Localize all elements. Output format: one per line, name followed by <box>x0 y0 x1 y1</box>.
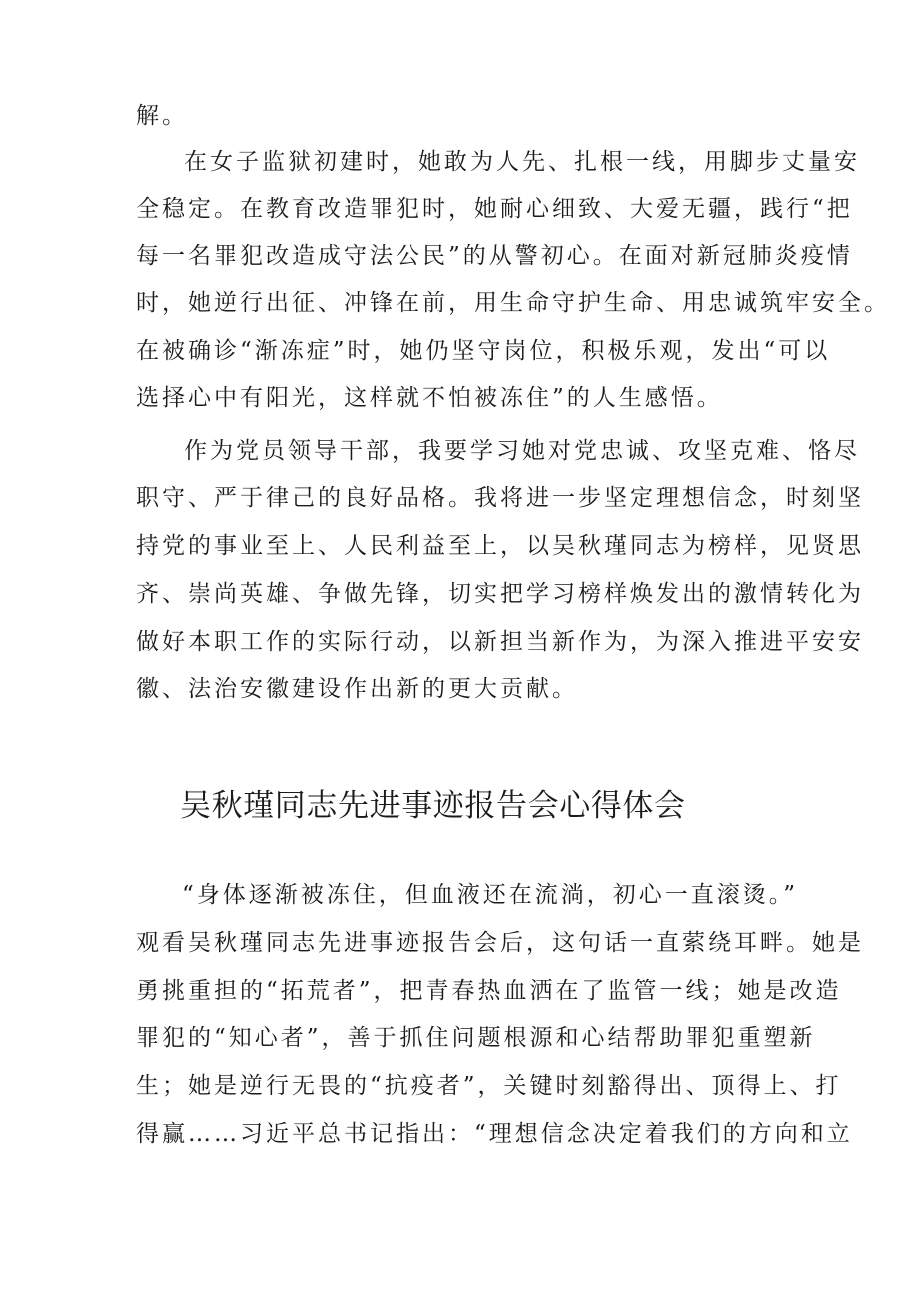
paragraph-line: 作为党员领导干部，我要学习她对党忠诚、攻坚克难、恪尽 <box>184 438 860 464</box>
paragraph-line: 职守、严于律己的良好品格。我将进一步坚定理想信念，时刻坚 <box>136 485 864 511</box>
paragraph-line: 解。 <box>136 103 188 129</box>
paragraph-line: 在被确诊“渐冻症”时，她仍坚守岗位，积极乐观，发出“可以 <box>136 338 831 364</box>
paragraph-line: 勇挑重担的“拓荒者”，把青春热血洒在了监管一线；她是改造 <box>136 978 842 1004</box>
paragraph-line: 每一名罪犯改造成守法公民”的从警初心。在面对新冠肺炎疫情 <box>136 243 853 269</box>
page-title: 吴秋瑾同志先进事迹报告会心得体会 <box>180 788 686 824</box>
paragraph-line: 观看吴秋瑾同志先进事迹报告会后，这句话一直萦绕耳畔。她是 <box>136 930 864 956</box>
paragraph-line: 齐、崇尚英雄、争做先锋，切实把学习榜样焕发出的激情转化为 <box>136 581 864 607</box>
paragraph-line: 时，她逆行出征、冲锋在前，用生命守护生命、用忠诚筑牢安全。 <box>136 290 890 316</box>
paragraph-line: 全稳定。在教育改造罪犯时，她耐心细致、大爱无疆，践行“把 <box>136 196 853 222</box>
paragraph-line: 徽、法治安徽建设作出新的更大贡献。 <box>136 676 578 702</box>
paragraph-line: 罪犯的“知心者”，善于抓住问题根源和心结帮助罪犯重塑新 <box>136 1025 816 1051</box>
paragraph-line: 选择心中有阳光，这样就不怕被冻住”的人生感悟。 <box>136 385 723 411</box>
paragraph-line: “身体逐渐被冻住，但血液还在流淌，初心一直滚烫。” <box>182 882 799 908</box>
paragraph-line: 持党的事业至上、人民利益至上，以吴秋瑾同志为榜样，见贤思 <box>136 533 864 559</box>
paragraph-line: 得赢……习近平总书记指出：“理想信念决定着我们的方向和立 <box>136 1121 853 1147</box>
paragraph-line: 在女子监狱初建时，她敢为人先、扎根一线，用脚步丈量安 <box>184 149 860 175</box>
paragraph-line: 生；她是逆行无畏的“抗疫者”，关键时刻豁得出、顶得上、打 <box>136 1073 842 1099</box>
paragraph-line: 做好本职工作的实际行动，以新担当新作为，为深入推进平安安 <box>136 629 864 655</box>
